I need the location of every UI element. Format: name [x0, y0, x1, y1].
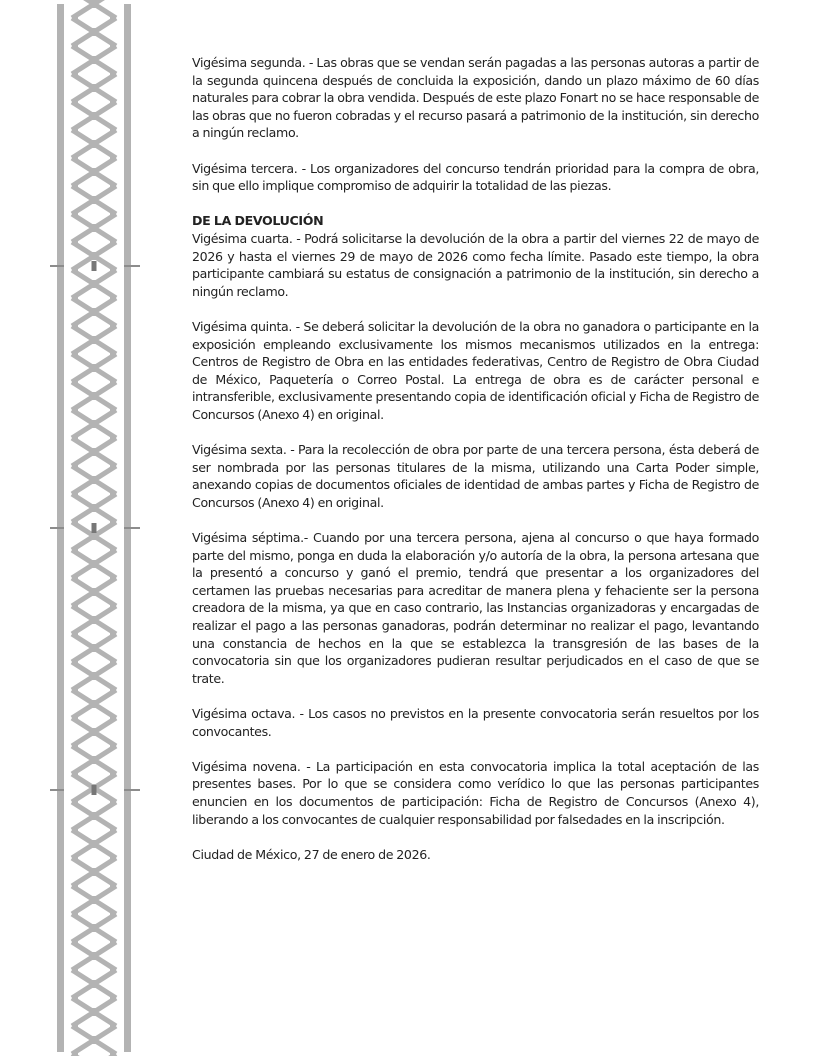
diamond-center-mark — [92, 196, 96, 204]
closing-date: Ciudad de México, 27 de enero de 2026. — [192, 846, 431, 862]
side-mark-left — [74, 1050, 78, 1056]
side-mark-right — [110, 238, 114, 246]
side-mark-left — [74, 126, 78, 134]
paragraph-vigesima-segunda: Vigésima segunda. - Las obras que se vendan serán pagadas a las personas autoras a partir de la segunda quincena después de concluida la exposición, dando un plazo máximo de 60 días naturales para cobrar la obra vendida. Después de este plazo Fonart no se hace responsable de las obras que no fueron cobradas y el recurso pasará a patrimonio de la institución, sin derecho a ningún reclamo. — [192, 55, 759, 141]
side-mark-right — [110, 630, 114, 638]
side-mark-right — [110, 714, 114, 722]
side-mark-left — [74, 770, 78, 778]
side-mark-right — [110, 938, 114, 946]
diamond-center-mark — [92, 504, 96, 512]
side-mark-left — [74, 742, 78, 750]
paragraph-vigesima-novena: Vigésima novena. - La participación en esta convocatoria implica la total aceptación de las presentes bases. Por lo que se considera como verídico lo que las personas participantes enuncien en los documentos de participación: Ficha de Registro de Concursos (Anexo 4), liberando a los convocantes de cualquier responsabilidad por falsedades en la inscripción. — [192, 758, 759, 827]
side-mark-right — [110, 546, 114, 554]
side-mark-right — [110, 854, 114, 862]
diamond-center-mark — [92, 336, 96, 344]
side-mark-left — [74, 602, 78, 610]
side-mark-left — [74, 1022, 78, 1030]
side-mark-left — [74, 574, 78, 582]
side-mark-left — [74, 322, 78, 330]
side-mark-left — [74, 406, 78, 414]
diamond-center-mark — [92, 392, 96, 400]
side-mark-left — [74, 714, 78, 722]
diamond-center-mark — [92, 700, 96, 708]
decorative-border — [50, 0, 140, 1056]
diamond-center-mark — [92, 952, 96, 960]
section-tick-center — [92, 785, 97, 795]
diamond-center-mark — [92, 616, 96, 624]
side-mark-right — [110, 434, 114, 442]
diamond-center-mark — [92, 812, 96, 820]
side-mark-left — [74, 798, 78, 806]
side-mark-right — [110, 658, 114, 666]
side-mark-right — [110, 154, 114, 162]
side-mark-left — [74, 154, 78, 162]
section-tick-left — [50, 265, 64, 267]
side-mark-left — [74, 630, 78, 638]
side-mark-right — [110, 98, 114, 106]
diamond-center-mark — [92, 0, 96, 8]
side-mark-left — [74, 266, 78, 274]
side-mark-right — [110, 14, 114, 22]
side-mark-left — [74, 966, 78, 974]
side-mark-right — [110, 1022, 114, 1030]
side-mark-right — [110, 266, 114, 274]
side-mark-left — [74, 994, 78, 1002]
section-tick-center — [92, 523, 97, 533]
side-mark-left — [74, 490, 78, 498]
side-mark-right — [110, 490, 114, 498]
diamond-center-mark — [92, 868, 96, 876]
diamond-center-mark — [92, 924, 96, 932]
side-mark-left — [74, 434, 78, 442]
section-tick-center — [92, 261, 97, 271]
diamond-center-mark — [92, 112, 96, 120]
side-mark-left — [74, 518, 78, 526]
side-mark-right — [110, 826, 114, 834]
paragraph-vigesima-septima: Vigésima séptima.- Cuando por una tercera persona, ajena al concurso o que haya formado parte del mismo, ponga en duda la elaboración y/o autoría de la obra, la persona artesana que la presentó a concurso y ganó el premio, tendrá que presentar a los organizadores del certamen las pruebas necesarias para acreditar de manera plena y fehaciente ser la persona creadora de la misma, ya que en caso contrario, las Instancias organizadoras y encargadas de realizar el pago a las personas ganadoras, podrán determinar no realizar el pago, levantando una constancia de hechos en la que se establezca la transgresión de las bases de la convocatoria sin que los organizadores pudieran resultar perjudicados en el caso de que se trate. — [192, 530, 759, 686]
paragraph-vigesima-tercera: Vigésima tercera. - Los organizadores del concurso tendrán prioridad para la compra de obra, sin que ello implique compromiso de adquirir la totalidad de las piezas. — [192, 160, 759, 194]
side-mark-right — [110, 966, 114, 974]
diamond-center-mark — [92, 168, 96, 176]
diamond-center-mark — [92, 28, 96, 36]
diamond-center-mark — [92, 448, 96, 456]
diamond-center-mark — [92, 364, 96, 372]
side-mark-left — [74, 14, 78, 22]
paragraph-vigesima-sexta: Vigésima sexta. - Para la recolección de obra por parte de una tercera persona, ésta deberá de ser nombrada por las personas titulares de la misma, utilizando una Carta Poder simple, anexando copias de documentos oficiales de identidad de ambas partes y Ficha de Registro de Concursos (Anexo 4) en original. — [192, 442, 759, 510]
side-mark-left — [74, 42, 78, 50]
side-mark-right — [110, 798, 114, 806]
diamond-center-mark — [92, 588, 96, 596]
side-mark-right — [110, 294, 114, 302]
side-mark-right — [110, 350, 114, 358]
side-mark-left — [74, 686, 78, 694]
diamond-center-mark — [92, 644, 96, 652]
side-mark-right — [110, 210, 114, 218]
side-mark-right — [110, 462, 114, 470]
diamond-center-mark — [92, 560, 96, 568]
document-body — [192, 54, 759, 863]
side-mark-right — [110, 1050, 114, 1056]
side-mark-right — [110, 882, 114, 890]
side-mark-left — [74, 210, 78, 218]
side-mark-right — [110, 910, 114, 918]
side-mark-left — [74, 462, 78, 470]
diamond-center-mark — [92, 980, 96, 988]
side-mark-right — [110, 994, 114, 1002]
diamond-center-mark — [92, 140, 96, 148]
diamond-center-mark — [92, 280, 96, 288]
paragraph-vigesima-octava: Vigésima octava. - Los casos no previstos en la presente convocatoria serán resueltos por los convocantes. — [192, 705, 759, 739]
section-tick-right — [124, 527, 140, 529]
diamond-center-mark — [92, 1008, 96, 1016]
paragraph-vigesima-quinta: Vigésima quinta. - Se deberá solicitar la devolución de la obra no ganadora o participante en la exposición empleando exclusivamente los mismos mecanismos utilizados en la entrega: Centros de Registro de Obra en las entidades federativas, Centro de Registro de Obra Ciudad de México, Paquetería o Correo Postal. La entrega de obra es de carácter personal e intransferible, exclusivamente presentando copia de identificación oficial y Ficha de Registro de Concursos (Anexo 4) en original. — [192, 318, 759, 422]
diamond-center-mark — [92, 224, 96, 232]
side-mark-left — [74, 854, 78, 862]
diamond-center-mark — [92, 532, 96, 540]
side-mark-left — [74, 294, 78, 302]
side-mark-left — [74, 182, 78, 190]
side-mark-right — [110, 406, 114, 414]
diamond-center-mark — [92, 672, 96, 680]
side-mark-right — [110, 42, 114, 50]
side-mark-left — [74, 378, 78, 386]
side-mark-right — [110, 378, 114, 386]
section-tick-right — [124, 789, 140, 791]
side-mark-left — [74, 826, 78, 834]
diamond-center-mark — [92, 728, 96, 736]
side-mark-left — [74, 70, 78, 78]
section-tick-left — [50, 789, 64, 791]
diamond-center-mark — [92, 420, 96, 428]
section-heading: DE LA DEVOLUCIÓN — [192, 213, 324, 229]
diamond-center-mark — [92, 896, 96, 904]
diamond-center-mark — [92, 308, 96, 316]
side-mark-right — [110, 70, 114, 78]
side-mark-left — [74, 658, 78, 666]
diamond-center-mark — [92, 476, 96, 484]
diamond-center-mark — [92, 840, 96, 848]
side-mark-right — [110, 602, 114, 610]
side-mark-left — [74, 546, 78, 554]
side-mark-left — [74, 350, 78, 358]
diamond-center-mark — [92, 252, 96, 260]
side-mark-right — [110, 518, 114, 526]
side-mark-right — [110, 770, 114, 778]
side-mark-right — [110, 182, 114, 190]
side-mark-right — [110, 322, 114, 330]
side-mark-left — [74, 238, 78, 246]
section-tick-right — [124, 265, 140, 267]
side-mark-right — [110, 742, 114, 750]
paragraph-vigesima-cuarta: Vigésima cuarta. - Podrá solicitarse la devolución de la obra a partir del viernes 22 de mayo de 2026 y hasta el viernes 29 de mayo de 2026 como fecha límite. Pasado este tiempo, la obra participante cambiará su estatus de consignación a patrimonio de la institución, sin derecho a ningún reclamo. — [192, 230, 759, 299]
section-tick-left — [50, 527, 64, 529]
side-mark-left — [74, 98, 78, 106]
diamond-center-mark — [92, 56, 96, 64]
diamond-center-mark — [92, 84, 96, 92]
side-mark-right — [110, 686, 114, 694]
side-mark-left — [74, 910, 78, 918]
side-mark-left — [74, 938, 78, 946]
side-mark-right — [110, 126, 114, 134]
diamond-center-mark — [92, 1036, 96, 1044]
side-mark-right — [110, 574, 114, 582]
diamond-center-mark — [92, 756, 96, 764]
side-mark-left — [74, 882, 78, 890]
